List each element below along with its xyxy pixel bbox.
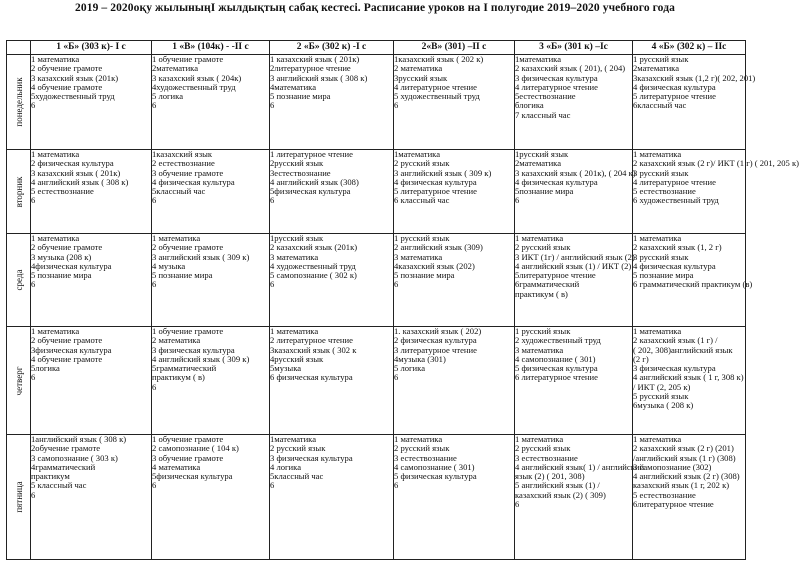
lesson-entry: 5 русский язык bbox=[633, 391, 689, 402]
lesson-entry: 5 естествознание bbox=[633, 489, 696, 500]
lesson-entry: 4 английский язык (308) bbox=[270, 176, 359, 187]
lesson-entry: 5 познание мира bbox=[633, 270, 694, 281]
lesson-entry: 5познание мира bbox=[515, 186, 574, 197]
lesson-entry: 1 математика bbox=[515, 434, 564, 444]
lesson-entry: 2 обучение грамоте bbox=[31, 335, 103, 346]
lesson-entry: 1 математика bbox=[633, 233, 682, 243]
day-label: среда bbox=[13, 269, 24, 291]
lesson-entry: 3 музыка (208 к) bbox=[31, 251, 92, 262]
lesson-entry: 4 литературное чтение bbox=[515, 81, 598, 92]
lesson-entry: 2 обучение грамоте bbox=[152, 242, 224, 253]
lesson-entry: 4казахский язык (202) bbox=[394, 260, 475, 271]
lesson-entry: 2 казахский язык (1 г) / bbox=[633, 335, 718, 346]
lesson-entry: 1 математика bbox=[270, 326, 319, 336]
lesson-entry: 6 bbox=[31, 372, 36, 383]
lesson-entry: практикум ( в) bbox=[515, 288, 568, 299]
lesson-entry: 2литературное чтение bbox=[270, 63, 351, 74]
day-label: понедельник bbox=[13, 77, 24, 127]
lesson-cell bbox=[394, 327, 515, 435]
lesson-entry: 1казахский язык bbox=[152, 149, 213, 159]
lesson-entry: 2 казахский язык ( 201), ( 204) bbox=[515, 63, 626, 74]
lesson-entry: 5 английский язык (1) / bbox=[515, 480, 600, 491]
lesson-entry: 4 обучение грамоте bbox=[31, 81, 103, 92]
day-label: вторник bbox=[13, 176, 24, 207]
lesson-entry: 3 ИКТ (1г) / английский язык (2) bbox=[515, 251, 635, 262]
lesson-entry: 2 физическая культура bbox=[31, 158, 114, 169]
lesson-entry: 6 bbox=[270, 100, 275, 111]
lesson-entry: 3 физическая культура bbox=[152, 344, 235, 355]
lesson-entry: 6 bbox=[152, 279, 157, 290]
lesson-entry: 4русский язык bbox=[270, 353, 324, 364]
lesson-entry: 3 литературное чтение bbox=[394, 344, 477, 355]
lesson-entry: 2математика bbox=[633, 63, 680, 74]
lesson-entry: 4физическая культура bbox=[31, 260, 112, 271]
day-row bbox=[7, 150, 746, 234]
lesson-entry: 5 логика bbox=[152, 91, 184, 102]
lesson-entry: 3 казахский язык ( 201к) bbox=[31, 167, 121, 178]
lesson-entry: 6музыка ( 208 к) bbox=[633, 400, 694, 411]
lesson-entry: 6литературное чтение bbox=[633, 499, 714, 510]
lesson-entry: 3 естествознание bbox=[394, 452, 457, 463]
lesson-entry: 2 казахский язык (201к) bbox=[270, 242, 358, 253]
lesson-entry: 5 физическая культура bbox=[515, 363, 598, 374]
header-row bbox=[7, 41, 746, 55]
lesson-entry: 6 bbox=[152, 195, 157, 206]
lesson-entry: 3 обучение грамоте bbox=[152, 452, 224, 463]
header-class: 2«В» (301) –II с bbox=[394, 41, 515, 55]
lesson-entry: 3 физическая культура bbox=[633, 363, 716, 374]
day-label: четверг bbox=[13, 366, 24, 395]
lesson-cell bbox=[270, 234, 394, 327]
lesson-entry: 2 самопознание ( 104 к) bbox=[152, 443, 239, 454]
lesson-entry: 3 естествознание bbox=[515, 452, 578, 463]
lesson-entry: 1 литературное чтение bbox=[270, 149, 353, 159]
lesson-entry: 3 казахский язык ( 204к) bbox=[152, 72, 242, 83]
lesson-cell bbox=[633, 327, 746, 435]
lesson-entry: 1 математика bbox=[394, 434, 443, 444]
lesson-entry: 6 bbox=[515, 195, 520, 206]
lesson-entry: 4 физическая культура bbox=[633, 81, 716, 92]
lesson-entry: 2 математика bbox=[152, 335, 201, 346]
lesson-entry: 2 художественный труд bbox=[515, 335, 601, 346]
lesson-entry: 6 bbox=[152, 480, 157, 491]
lesson-entry: 6 bbox=[394, 100, 399, 111]
lesson-entry: 4 обучение грамоте bbox=[31, 353, 103, 364]
lesson-entry: 6 классный час bbox=[394, 195, 450, 206]
lesson-entry: 3естествознание bbox=[270, 167, 331, 178]
lesson-cell bbox=[152, 435, 270, 560]
lesson-entry: 4 английский язык (1) / ИКТ (2) bbox=[515, 260, 632, 271]
lesson-entry: 2 русский язык bbox=[394, 158, 450, 169]
lesson-cell bbox=[394, 234, 515, 327]
lesson-entry: 7 классный час bbox=[515, 109, 571, 120]
day-label-cell bbox=[7, 150, 31, 234]
lesson-entry: 2математика bbox=[152, 63, 199, 74]
lesson-entry: 1математика bbox=[394, 149, 441, 159]
lesson-entry: 4 английский язык ( 309 к) bbox=[152, 353, 250, 364]
lesson-entry: 5 познание мира bbox=[270, 91, 331, 102]
lesson-entry: 1 математика bbox=[152, 233, 201, 243]
lesson-entry: 3 физическая культура bbox=[515, 72, 598, 83]
lesson-entry: 6 bbox=[31, 489, 36, 500]
lesson-entry: 4 самопознание ( 301) bbox=[515, 353, 596, 364]
lesson-entry: 4 английский язык (2 г) (308) bbox=[633, 471, 740, 482]
lesson-entry: 1 математика bbox=[31, 149, 80, 159]
lesson-cell bbox=[31, 435, 152, 560]
lesson-entry: 3физическая культура bbox=[31, 344, 112, 355]
day-label-cell bbox=[7, 435, 31, 560]
lesson-cell bbox=[152, 150, 270, 234]
lesson-entry: 4 английский язык ( 308 к) bbox=[31, 176, 129, 187]
lesson-entry: 6 bbox=[515, 499, 520, 510]
lesson-entry: 4 художественный труд bbox=[270, 260, 356, 271]
lesson-entry: 2обучение грамоте bbox=[31, 443, 101, 454]
lesson-entry: 1 математика bbox=[633, 149, 682, 159]
lesson-entry: 3 самопознание ( 303 к) bbox=[31, 452, 118, 463]
lesson-entry: 3 казахский язык (201к) bbox=[31, 72, 119, 83]
lesson-entry: 1. казахский язык ( 202) bbox=[394, 326, 482, 336]
lesson-entry: 4 музыка bbox=[152, 260, 186, 271]
lesson-cell bbox=[633, 233, 753, 327]
lesson-entry: 1 математика bbox=[633, 326, 682, 336]
lesson-entry: 6 bbox=[394, 480, 399, 491]
lesson-entry: 1 математика bbox=[31, 233, 80, 243]
lesson-entry: 5естествознание bbox=[515, 91, 576, 102]
lesson-entry: 6 физическая культура bbox=[270, 372, 353, 383]
day-label-cell bbox=[7, 327, 31, 435]
lesson-entry: 1математика bbox=[270, 434, 317, 444]
lesson-entry: 1 обучение грамоте bbox=[152, 54, 224, 64]
lesson-entry: казахский язык (2) ( 309) bbox=[515, 489, 606, 500]
lesson-entry: 1математика bbox=[515, 54, 562, 64]
lesson-cell bbox=[152, 234, 270, 327]
lesson-entry: 6грамматический bbox=[515, 279, 580, 290]
lesson-entry: 3 математика bbox=[270, 251, 319, 262]
lesson-entry: 5 логика bbox=[394, 363, 426, 374]
lesson-entry: 2 русский язык bbox=[270, 443, 326, 454]
lesson-entry: 2 русский язык bbox=[515, 443, 571, 454]
lesson-entry: 3 математика bbox=[394, 251, 443, 262]
lesson-cell bbox=[515, 149, 636, 234]
header-class: 2 «Б» (302 к) -I с bbox=[270, 41, 394, 55]
lesson-entry: 1 математика bbox=[633, 434, 682, 444]
lesson-entry: 2 математика bbox=[394, 63, 443, 74]
lesson-entry: 6 bbox=[152, 100, 157, 111]
lesson-entry: 5 естествознание bbox=[633, 186, 696, 197]
lesson-entry: 2 казахский язык (2 г)/ ИКТ (1 г) ( 201, 205 к) bbox=[633, 158, 799, 169]
page-title: 2019 – 2020оқу жылыныңІ жылдықтың сабақ кестесі. Расписание уроков на I полугодие 2019–2020 учебного года bbox=[75, 2, 675, 14]
lesson-cell bbox=[31, 55, 152, 150]
lesson-entry: 5физическая культура bbox=[270, 186, 351, 197]
lesson-entry: 6 bbox=[31, 279, 36, 290]
lesson-cell bbox=[633, 435, 746, 560]
lesson-entry: 4 английский язык ( 1 г, 308 к) bbox=[633, 372, 744, 383]
lesson-cell bbox=[515, 434, 645, 560]
lesson-entry: 6 литературное чтение bbox=[515, 372, 598, 383]
lesson-entry: 5 познание мира bbox=[31, 270, 92, 281]
lesson-entry: 3 физическая культура bbox=[270, 452, 353, 463]
lesson-entry: 6 bbox=[394, 279, 399, 290]
schedule-table bbox=[6, 40, 799, 560]
lesson-cell bbox=[394, 150, 515, 234]
lesson-entry: 1русский язык bbox=[270, 233, 324, 243]
lesson-entry: 5грамматический bbox=[152, 363, 217, 374]
lesson-entry: 1 русский язык bbox=[633, 54, 689, 64]
lesson-entry: 2 литературное чтение bbox=[270, 335, 353, 346]
lesson-entry: 5 классный час bbox=[31, 480, 87, 491]
lesson-entry: 2русский язык bbox=[270, 158, 324, 169]
lesson-entry: ( 202, 308)английский язык bbox=[633, 344, 733, 355]
lesson-entry: 3казахский язык ( 302 к bbox=[270, 344, 357, 355]
lesson-entry: 6 bbox=[31, 100, 36, 111]
lesson-entry: 6 bbox=[270, 279, 275, 290]
lesson-entry: 4 самопознание ( 301) bbox=[394, 461, 475, 472]
lesson-entry: 1казахский язык ( 202 к) bbox=[394, 54, 484, 64]
header-class: 1 «Б» (303 к)- I с bbox=[31, 41, 152, 55]
lesson-entry: 5литературное чтение bbox=[515, 270, 596, 281]
lesson-entry: 6 bbox=[394, 372, 399, 383]
lesson-entry: 5классный час bbox=[270, 471, 324, 482]
lesson-entry: 6классный час bbox=[633, 100, 687, 111]
day-label-cell bbox=[7, 234, 31, 327]
day-row bbox=[7, 435, 746, 560]
lesson-cell bbox=[152, 327, 270, 435]
day-row bbox=[7, 234, 746, 327]
lesson-entry: практикум ( в) bbox=[152, 372, 205, 383]
lesson-entry: 2 казахский язык (2 г) (201) bbox=[633, 443, 734, 454]
lesson-entry: 2 естествознание bbox=[152, 158, 215, 169]
lesson-cell bbox=[31, 150, 152, 234]
lesson-entry: 2 обучение грамоте bbox=[31, 242, 103, 253]
lesson-entry: блогика bbox=[515, 100, 544, 111]
lesson-entry: 5логика bbox=[31, 363, 60, 374]
lesson-entry: 4 литературное чтение bbox=[633, 176, 716, 187]
lesson-entry: 1 обучение грамоте bbox=[152, 326, 224, 336]
lesson-entry: 4художественный труд bbox=[152, 81, 236, 92]
lesson-entry: 2 казахский язык (1, 2 г) bbox=[633, 242, 722, 253]
lesson-cell bbox=[394, 55, 515, 150]
lesson-entry: 5 познание мира bbox=[394, 270, 455, 281]
lesson-entry: 4математика bbox=[270, 81, 317, 92]
header-class: 3 «Б» (301 к) –Iс bbox=[515, 41, 633, 55]
lesson-entry: 4 физическая культура bbox=[152, 176, 235, 187]
lesson-entry: 5 художественный труд bbox=[394, 91, 480, 102]
lesson-entry: 1 русский язык bbox=[515, 326, 571, 336]
lesson-cell bbox=[515, 55, 633, 150]
lesson-cell bbox=[515, 327, 633, 435]
lesson-cell bbox=[270, 327, 394, 435]
lesson-entry: 5 физическая культура bbox=[394, 471, 477, 482]
lesson-entry: 6 bbox=[31, 195, 36, 206]
lesson-entry: 4грамматический bbox=[31, 461, 96, 472]
lesson-entry: 2 английский язык (309) bbox=[394, 242, 483, 253]
lesson-entry: 4 физическая культура bbox=[394, 176, 477, 187]
lesson-entry: 3 английский язык ( 309 к) bbox=[394, 167, 492, 178]
lesson-entry: 2 русский язык bbox=[515, 242, 571, 253]
lesson-entry: 3 казахский язык ( 201к), ( 204 к) bbox=[515, 167, 636, 178]
lesson-entry: 4музыка (301) bbox=[394, 353, 446, 364]
lesson-entry: 1 математика bbox=[31, 326, 80, 336]
lesson-cell bbox=[31, 327, 152, 435]
header-corner bbox=[7, 41, 31, 55]
lesson-entry: 6 bbox=[270, 195, 275, 206]
lesson-entry: 4 литературное чтение bbox=[394, 81, 477, 92]
header-class: 1 «В» (104к) - -II с bbox=[152, 41, 270, 55]
lesson-entry: 4 физическая культура bbox=[633, 260, 716, 271]
lesson-cell bbox=[152, 55, 270, 150]
lesson-entry: 3русский язык bbox=[394, 72, 448, 83]
day-row bbox=[7, 55, 746, 150]
lesson-entry: 3 обучение грамоте bbox=[152, 167, 224, 178]
lesson-cell bbox=[270, 55, 394, 150]
lesson-entry: 5классный час bbox=[152, 186, 206, 197]
lesson-cell bbox=[394, 435, 515, 560]
lesson-cell bbox=[633, 54, 756, 150]
lesson-entry: 4 физическая культура bbox=[515, 176, 598, 187]
lesson-entry: / ИКТ (2, 205 к) bbox=[633, 381, 691, 392]
lesson-entry: 1 математика bbox=[515, 233, 564, 243]
lesson-entry: 5 самопознание ( 302 к) bbox=[270, 270, 357, 281]
lesson-entry: 4 логика bbox=[270, 461, 302, 472]
lesson-entry: 1 русский язык bbox=[394, 233, 450, 243]
lesson-entry: 2 физическая культура bbox=[394, 335, 477, 346]
lesson-cell bbox=[633, 149, 799, 234]
lesson-entry: 6 bbox=[270, 480, 275, 491]
lesson-entry: 2 обучение грамоте bbox=[31, 63, 103, 74]
lesson-entry: 1 математика bbox=[31, 54, 80, 64]
lesson-entry: 1 обучение грамоте bbox=[152, 434, 224, 444]
lesson-cell bbox=[270, 150, 394, 234]
lesson-entry: 2 русский язык bbox=[394, 443, 450, 454]
lesson-entry: 1 казахский язык ( 201к) bbox=[270, 54, 360, 64]
lesson-entry: 5музыка bbox=[270, 363, 302, 374]
lesson-entry: казахский язык (1 г, 202 к) bbox=[633, 480, 730, 491]
lesson-cell bbox=[515, 234, 633, 327]
lesson-entry: 6 bbox=[152, 381, 157, 392]
lesson-entry: (2 г) bbox=[633, 353, 649, 364]
lesson-entry: язык (2) ( 201, 308) bbox=[515, 471, 585, 482]
lesson-entry: 5 познание мира bbox=[152, 270, 213, 281]
lesson-entry: 2математика bbox=[515, 158, 562, 169]
lesson-entry: /английский язык (1 г) (308) bbox=[633, 452, 736, 463]
lesson-entry: 3 самопознание (302) bbox=[633, 461, 712, 472]
lesson-entry: 3 английский язык ( 309 к) bbox=[152, 251, 250, 262]
lesson-entry: 3 математика bbox=[515, 344, 564, 355]
lesson-entry: 1русский язык bbox=[515, 149, 569, 159]
lesson-entry: 5 литературное чтение bbox=[633, 91, 716, 102]
day-row bbox=[7, 327, 746, 435]
lesson-cell bbox=[270, 435, 394, 560]
lesson-entry: 4 математика bbox=[152, 461, 201, 472]
lesson-cell bbox=[31, 234, 152, 327]
lesson-entry: 5художественный труд bbox=[31, 91, 115, 102]
lesson-entry: 3 русский язык bbox=[633, 251, 689, 262]
lesson-entry: 3 английский язык ( 308 к) bbox=[270, 72, 368, 83]
lesson-entry: 4 английский язык( 1) / английский bbox=[515, 461, 645, 472]
lesson-entry: 3казахский язык (1,2 г)( 202, 201) bbox=[633, 72, 756, 83]
lesson-entry: практикум bbox=[31, 471, 70, 482]
lesson-entry: 5 естествознание bbox=[31, 186, 94, 197]
lesson-entry: 6 художественный труд bbox=[633, 195, 719, 206]
lesson-entry: 5физическая культура bbox=[152, 471, 233, 482]
day-label: пятница bbox=[13, 481, 24, 513]
lesson-entry: 5 литературное чтение bbox=[394, 186, 477, 197]
header-class: 4 «Б» (302 к) – IIс bbox=[633, 41, 746, 55]
day-label-cell bbox=[7, 55, 31, 150]
lesson-entry: 1английский язык ( 308 к) bbox=[31, 434, 127, 444]
lesson-entry: 6 грамматический практикум (в) bbox=[633, 279, 753, 290]
lesson-entry: 3 русский язык bbox=[633, 167, 689, 178]
